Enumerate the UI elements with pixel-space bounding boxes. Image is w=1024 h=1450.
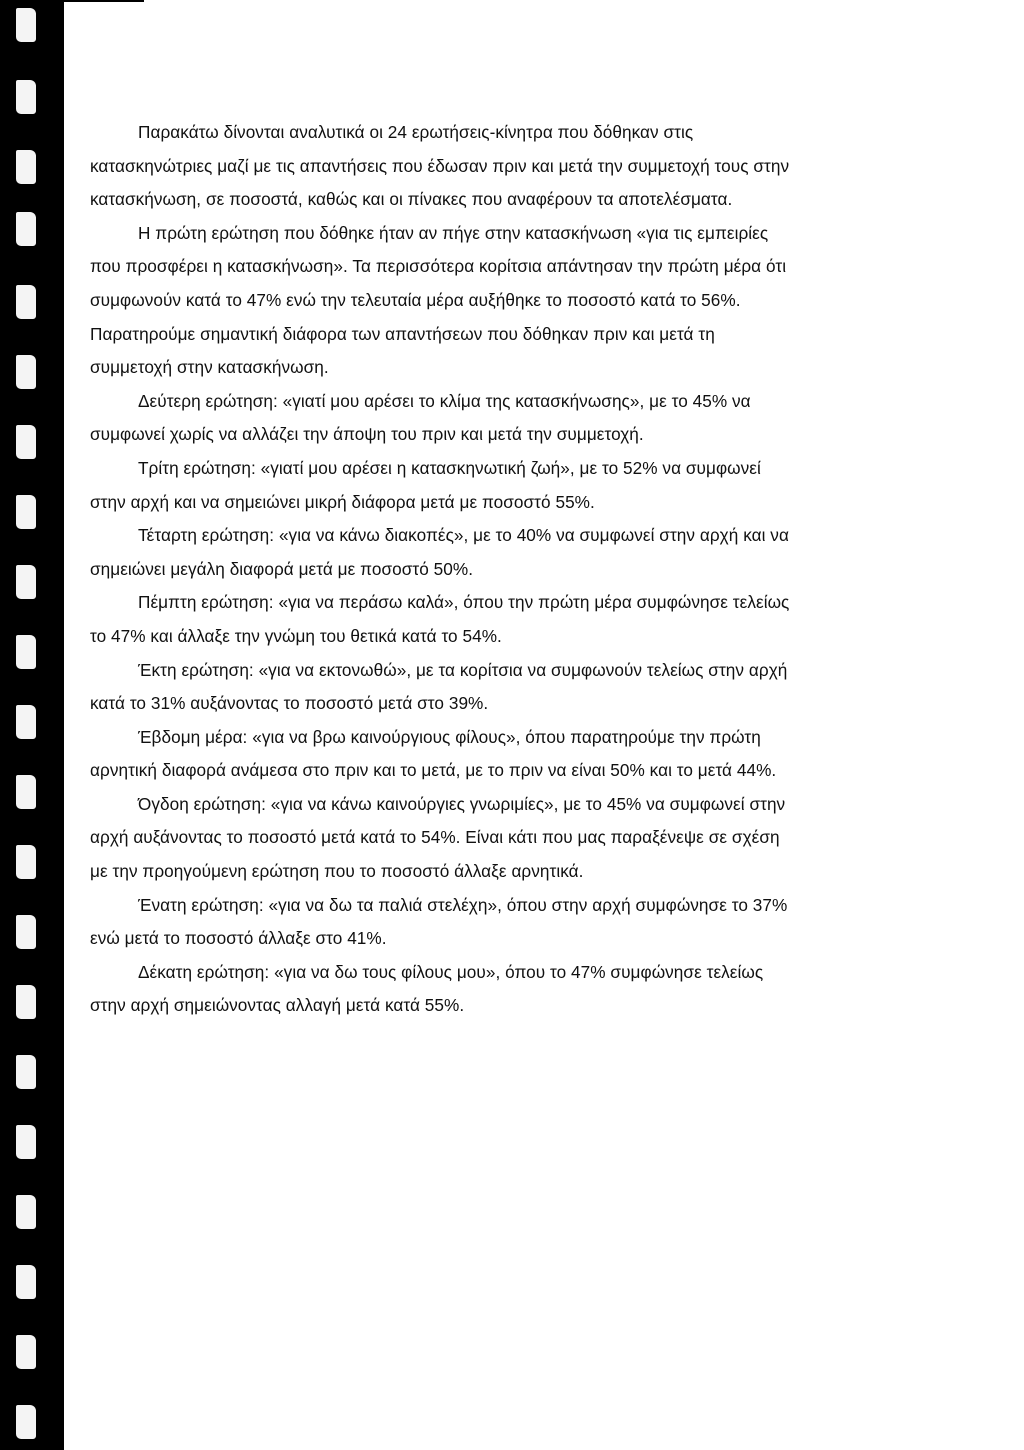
sprocket-hole bbox=[16, 1125, 36, 1159]
sheet-notch bbox=[64, 0, 144, 2]
paragraph-question-5: Πέμπτη ερώτηση: «για να περάσω καλά», όπου την πρώτη μέρα συμφώνησε τελείως το 47% και άλλαξε την γνώμη του θετικά κατά το 54%. bbox=[90, 592, 790, 646]
paragraph-question-9: Ένατη ερώτηση: «για να δω τα παλιά στελέχη», όπου στην αρχή συμφώνησε το 37% ενώ μετά το ποσοστό άλλαξε στο 41%. bbox=[90, 894, 788, 949]
paragraph-question-8: Όγδοη ερώτηση: «για να κάνω καινούργιες γνωριμίες», με το 45% να συμφωνεί στην αρχή αυξάνοντας το ποσοστό μετά κατά το 54%. Είναι κάτι που μας παραξένεψε σε σχέση με την προηγούμενη ερώτηση που το ποσοστό άλλαξε αρνητικά. bbox=[90, 793, 786, 882]
paragraph-question-7: Έβδομη μέρα: «για να βρω καινούργιους φίλους», όπου παρατηρούμε την πρώτη αρνητική διαφορά ανάμεσα στο πριν και το μετά, με το πριν να είναι 50% και το μετά 44%. bbox=[90, 726, 777, 781]
film-sprocket-strip bbox=[14, 0, 46, 1450]
sprocket-hole bbox=[16, 355, 36, 389]
paragraph-question-10: Δέκατη ερώτηση: «για να δω τους φίλους μου», όπου το 47% συμφώνησε τελείως στην αρχή σημειώνοντας αλλαγή μετά κατά 55%. bbox=[90, 961, 764, 1016]
sprocket-hole bbox=[16, 1195, 36, 1229]
sprocket-hole bbox=[16, 1335, 36, 1369]
sprocket-hole bbox=[16, 985, 36, 1019]
sprocket-hole bbox=[16, 845, 36, 879]
paragraph-question-2: Δεύτερη ερώτηση: «γιατί μου αρέσει το κλίμα της κατασκήνωσης», με το 45% να συμφωνεί χωρίς να αλλάζει την άποψη του πριν και μετά την συμμετοχή. bbox=[90, 390, 751, 445]
sprocket-hole bbox=[16, 635, 36, 669]
sprocket-hole bbox=[16, 212, 36, 246]
sprocket-hole bbox=[16, 1055, 36, 1089]
sprocket-hole bbox=[16, 80, 36, 114]
document-body bbox=[90, 116, 790, 1023]
paragraph-intro: Παρακάτω δίνονται αναλυτικά οι 24 ερωτήσεις-κίνητρα που δόθηκαν στις κατασκηνώτριες μαζί με τις απαντήσεις που έδωσαν πριν και μετά την συμμετοχή τους στην κατασκήνωση, σε ποσοστά, καθώς και οι πίνακες που αναφέρουν τα αποτελέσματα. bbox=[90, 122, 790, 210]
paragraph-question-4: Τέταρτη ερώτηση: «για να κάνω διακοπές», με το 40% να συμφωνεί στην αρχή και να σημειώνει μεγάλη διαφορά μετά με ποσοστό 50%. bbox=[90, 525, 789, 579]
sprocket-hole bbox=[16, 425, 36, 459]
paragraph-question-1: Η πρώτη ερώτηση που δόθηκε ήταν αν πήγε στην κατασκήνωση «για τις εμπειρίες που προσφέρει η κατασκήνωση». Τα περισσότερα κορίτσια απάντησαν την πρώτη μέρα ότι συμφωνούν κατά το 47% ενώ την τελευταία μέρα αυξήθηκε το ποσοστό κατά το 56%. Παρατηρούμε σημαντική διάφορα των απαντήσεων που δόθηκαν πριν και μετά τη συμμετοχή στην κατασκήνωση. bbox=[90, 222, 787, 378]
paragraph-question-3: Τρίτη ερώτηση: «γιατί μου αρέσει η κατασκηνωτική ζωή», με το 52% να συμφωνεί στην αρχή και να σημειώνει μικρή διάφορα μετά με ποσοστό 55%. bbox=[90, 457, 761, 512]
sprocket-hole bbox=[16, 915, 36, 949]
sprocket-hole bbox=[16, 285, 36, 319]
sprocket-hole bbox=[16, 705, 36, 739]
sprocket-hole bbox=[16, 775, 36, 809]
sprocket-hole bbox=[16, 565, 36, 599]
sprocket-hole bbox=[16, 495, 36, 529]
sprocket-hole bbox=[16, 8, 36, 42]
sprocket-hole bbox=[16, 1265, 36, 1299]
sprocket-hole bbox=[16, 150, 36, 184]
paragraph-question-6: Έκτη ερώτηση: «για να εκτονωθώ», με τα κορίτσια να συμφωνούν τελείως στην αρχή κατά το 31% αυξάνοντας το ποσοστό μετά στο 39%. bbox=[90, 659, 788, 714]
sprocket-hole bbox=[16, 1405, 36, 1439]
